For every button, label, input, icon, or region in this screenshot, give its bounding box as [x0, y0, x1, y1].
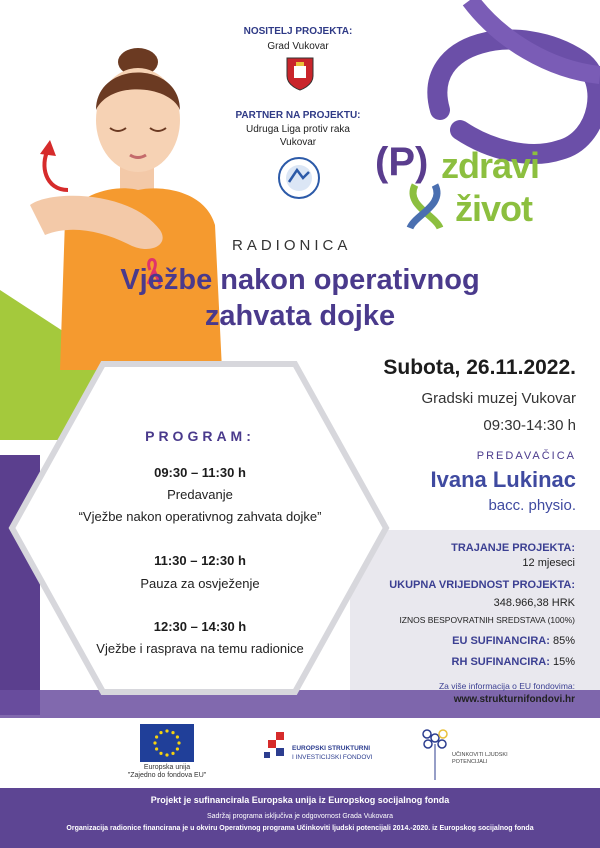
rh-cofinancing-label: RH SUFINANCIRA:	[451, 656, 550, 668]
event-time: 09:30-14:30 h	[483, 417, 576, 434]
total-value: 348.966,38 HRK	[493, 597, 575, 609]
project-carrier-heading: NOSITELJ PROJEKTA:	[243, 26, 353, 37]
eu-caption: Europska unija	[143, 764, 191, 771]
lecturer-name: Ivana Lukinac	[430, 467, 576, 492]
event-date: Subota, 26.11.2022.	[383, 356, 576, 379]
project-partner-name	[213, 123, 383, 149]
ucinkoviti-ljudski-potencijali-logo-icon	[418, 726, 452, 782]
footer-funding-statement: Projekt je sufinancirala Europska unija iz Europskog socijalnog fonda	[150, 795, 450, 805]
project-partner-heading: PARTNER NA PROJEKTU:	[235, 110, 361, 121]
project-carrier-name: Grad Vukovar	[267, 41, 329, 52]
liga-protiv-raka-logo-icon	[277, 156, 321, 200]
rh-cofinancing-value: 15%	[552, 656, 575, 668]
more-info-text: Za više informacija o EU fondovima:	[438, 681, 575, 691]
duration-label: TRAJANJE PROJEKTA:	[451, 542, 575, 554]
esif-line1: EUROPSKI STRUKTURNI	[292, 745, 371, 752]
partner-name-line1: Udruga Liga protiv raka	[246, 124, 350, 135]
duration-value: 12 mjeseci	[522, 557, 575, 569]
esif-logo-icon	[262, 730, 290, 764]
program-item-2-line1: Pauza za osvježenje	[140, 576, 260, 591]
logo-ribbon-icon	[405, 180, 445, 230]
program-item-1-time: 09:30 – 11:30 h	[154, 465, 246, 480]
workshop-title-line1: Vježbe nakon operativnog	[120, 264, 480, 296]
workshop-title	[60, 262, 540, 334]
total-value-label: UKUPNA VRIJEDNOST PROJEKTA:	[389, 579, 575, 591]
eu-funds-website-link[interactable]: www.strukturnifondovi.hr	[453, 694, 575, 705]
program-item-3-time: 12:30 – 14:30 h	[153, 619, 247, 634]
eu-slogan: "Zajedno do fondova EU"	[127, 772, 207, 779]
eu-cofinancing-label: EU SUFINANCIRA:	[452, 635, 550, 647]
program-item-1-line2: “Vježbe nakon operativnog zahvata dojke”	[78, 509, 322, 524]
event-venue: Gradski muzej Vukovar	[421, 390, 576, 407]
lecturer-title: bacc. physio.	[488, 497, 576, 514]
ulj-caption: UČINKOVITI LJUDSKI POTENCIJALI	[452, 752, 508, 765]
logo-word-zivot: život	[455, 188, 533, 229]
eu-flag-icon	[140, 724, 194, 762]
footer-programme-statement: Organizacija radionice financirana je u okviru Operativnog programa Učinkoviti ljudski potencijali 2014.-2020. iz Europskog socijalnog fonda	[66, 825, 534, 832]
partner-name-line2: Vukovar	[279, 137, 317, 148]
eu-cofinancing-value: 85%	[552, 635, 575, 647]
program-item-1-line1: Predavanje	[167, 487, 233, 502]
footer-disclaimer: Sadržaj programa isključiva je odgovornost Grada Vukovara	[206, 813, 394, 820]
pozdravi-zivot-logo	[375, 140, 590, 240]
grant-note: IZNOS BESPOVRATNIH SREDSTAVA (100%)	[399, 615, 575, 625]
lecturer-label: PREDAVAČICA	[476, 450, 576, 462]
esif-line2: I INVESTICIJSKI FONDOVI	[292, 754, 373, 761]
rh-cofinancing	[325, 656, 575, 668]
program-item-3-line1: Vježbe i rasprava na temu radionice	[96, 641, 304, 656]
workshop-title-line2: zahvata dojke	[204, 300, 396, 332]
logo-paren-p: (P)	[375, 140, 429, 184]
workshop-kicker: RADIONICA	[232, 237, 352, 254]
logo-word-zdravi: zdravi	[441, 145, 540, 186]
vukovar-crest-icon	[285, 56, 315, 92]
program-item-2-time: 11:30 – 12:30 h	[154, 553, 246, 568]
eu-cofinancing	[325, 635, 575, 647]
program-heading: PROGRAM:	[145, 428, 255, 444]
